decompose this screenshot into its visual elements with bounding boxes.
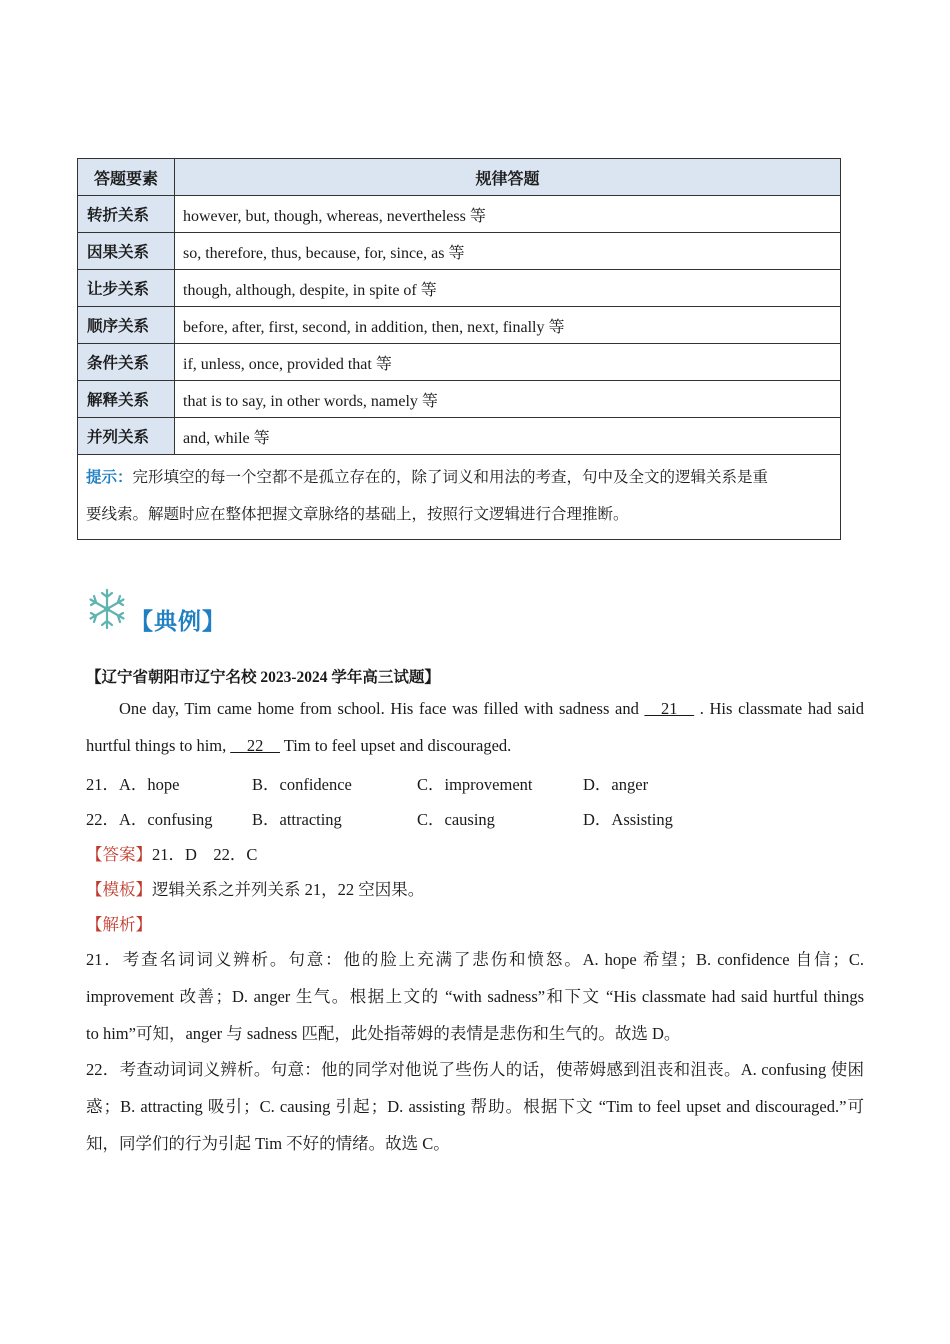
table-row [78,344,841,381]
question-22 [86,806,864,830]
analysis-tag: 【解析】 [86,915,152,934]
row-label: 顺序关系 [78,307,175,344]
passage-text: . His classmate had said [699,699,864,718]
answer-line [86,841,257,865]
option-a: A．hope [119,775,180,794]
logic-relations-table [77,158,841,540]
blank-22: __22__ [230,736,280,755]
template-line [86,876,424,900]
row-value: that is to say, in other words, namely 等 [175,381,841,418]
row-value: before, after, first, second, in addition, then, next, finally 等 [175,307,841,344]
table-row [78,270,841,307]
tip-label: 提示： [86,469,133,486]
table-row [78,307,841,344]
row-label: 因果关系 [78,233,175,270]
row-label: 解释关系 [78,381,175,418]
passage-text: One day, Tim came home from school. His face was filled with sadness and [119,699,645,718]
option-c: C．causing [417,810,495,829]
analysis-22-line3: 知，同学们的行为引起 Tim 不好的情绪。故选 C。 [86,1134,450,1153]
tip-cell [78,455,841,540]
row-label: 并列关系 [78,418,175,455]
table-header-rule: 规律答题 [175,159,841,196]
row-label: 转折关系 [78,196,175,233]
analysis-21-line3: to him”可知，anger 与 sadness 匹配，此处指蒂姆的表情是悲伤和生气的。故选 D。 [86,1024,681,1043]
option-d: D．Assisting [583,810,673,829]
row-value: however, but, though, whereas, nevertheless 等 [175,196,841,233]
template-text: 逻辑关系之并列关系 21，22 空因果。 [152,880,425,899]
row-value: if, unless, once, provided that 等 [175,344,841,381]
option-a: A．confusing [119,810,213,829]
row-label: 条件关系 [78,344,175,381]
answer-tag: 【答案】 [86,845,152,864]
question-number: 22． [86,810,119,829]
option-c: C．improvement [417,775,533,794]
template-tag: 【模板】 [86,880,152,899]
tip-text-line1: 完形填空的每一个空都不是孤立存在的，除了词义和用法的考查，句中及全文的逻辑关系是重 [132,469,769,486]
passage-line-2 [86,736,511,756]
source-line: 【辽宁省朝阳市辽宁名校 2023-2024 学年高三试题】 [86,669,440,686]
table-row [78,196,841,233]
question-number: 21． [86,775,119,794]
option-d: D．anger [583,775,649,794]
row-value: and, while 等 [175,418,841,455]
analysis-22-line1: 22．考查动词词义辨析。句意：他的同学对他说了些伤人的话，使蒂姆感到沮丧和沮丧。A. confusing 使困 [86,1060,864,1079]
answer-text: 21．D 22．C [152,845,258,864]
option-b: B．confidence [252,775,352,794]
tip-text-line2: 要线索。解题时应在整体把握文章脉络的基础上，按照行文逻辑进行合理推断。 [86,506,629,523]
passage-line-1 [86,699,864,719]
analysis-21-line1: 21．考查名词词义辨析。句意：他的脸上充满了悲伤和愤怒。A. hope 希望；B. confidence 自信；C. [86,950,864,969]
section-title: 【典例】 [130,609,226,635]
table-row [78,381,841,418]
analysis-22-line2: 惑；B. attracting 吸引；C. causing 引起；D. assisting 帮助。根据下文 “Tim to feel upset and discouraged.”可 [86,1097,864,1116]
passage-text: hurtful things to him, [86,736,231,755]
question-21 [86,771,864,795]
analysis-21-line2: improvement 改善；D. anger 生气。根据上文的 “with sadness”和下文 “His classmate had said hurtful things [86,987,864,1006]
blank-21: __21__ [644,699,695,718]
option-b: B．attracting [252,810,342,829]
row-value: though, although, despite, in spite of 等 [175,270,841,307]
row-label: 让步关系 [78,270,175,307]
snowflake-icon [85,587,129,631]
table-row [78,233,841,270]
table-header-element: 答题要素 [78,159,175,196]
table-row [78,418,841,455]
passage-text: Tim to feel upset and discouraged. [279,736,512,755]
row-value: so, therefore, thus, because, for, since, as 等 [175,233,841,270]
